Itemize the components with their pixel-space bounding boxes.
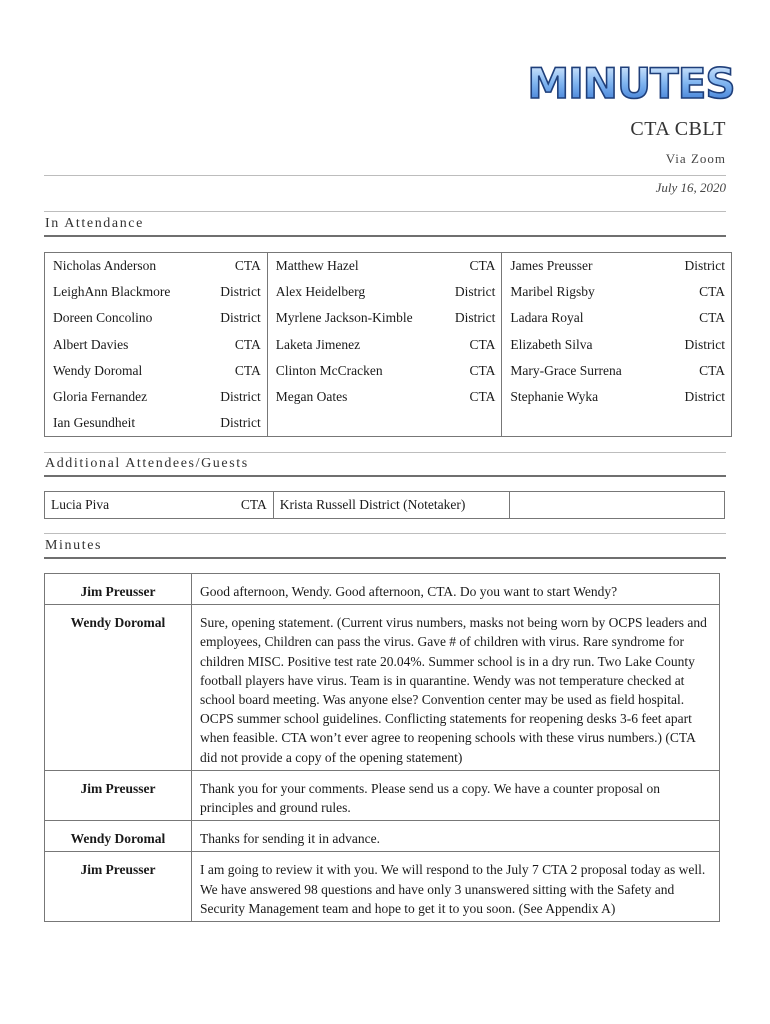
- minutes-entry: [45, 574, 720, 605]
- statement-text: Thank you for your comments. Please send us a copy. We have a counter proposal on principles and ground rules.: [192, 770, 720, 820]
- minutes-entry: [45, 821, 720, 852]
- guest-name: [510, 492, 725, 519]
- attendee-name: Ladara Royal: [502, 305, 669, 331]
- attendee-affiliation: District: [203, 410, 267, 437]
- speaker-name: Jim Preusser: [45, 852, 192, 922]
- statement-text: Good afternoon, Wendy. Good afternoon, CTA. Do you want to start Wendy?: [192, 574, 720, 605]
- attendee-name: Nicholas Anderson: [45, 253, 203, 280]
- attendee-affiliation: District: [203, 305, 267, 331]
- attendee-affiliation: CTA: [669, 358, 732, 384]
- table-row: [45, 492, 725, 519]
- attendee-affiliation: CTA: [203, 253, 267, 280]
- section-divider: [44, 475, 726, 477]
- attendee-affiliation: [669, 410, 732, 437]
- attendee-name: Ian Gesundheit: [45, 410, 203, 437]
- minutes-entry: [45, 770, 720, 820]
- header-divider: [44, 175, 726, 176]
- minutes-logo: [527, 56, 735, 108]
- speaker-name: Jim Preusser: [45, 574, 192, 605]
- attendee-affiliation: District: [203, 279, 267, 305]
- attendance-table: [44, 252, 732, 437]
- attendee-name: Maribel Rigsby: [502, 279, 669, 305]
- attendee-name: Wendy Doromal: [45, 358, 203, 384]
- table-row: [45, 332, 732, 358]
- attendee-affiliation: CTA: [669, 279, 732, 305]
- attendee-name: Clinton McCracken: [267, 358, 437, 384]
- section-divider: [44, 533, 726, 534]
- speaker-name: Wendy Doromal: [45, 821, 192, 852]
- attendee-name: Matthew Hazel: [267, 253, 437, 280]
- section-divider: [44, 557, 726, 559]
- minutes-entry: [45, 605, 720, 771]
- attendee-name: Megan Oates: [267, 384, 437, 410]
- attendee-affiliation: District: [669, 332, 732, 358]
- attendee-affiliation: District: [438, 305, 502, 331]
- statement-text: Sure, opening statement. (Current virus numbers, masks not being worn by OCPS leaders and employees, Children can pass the virus. Gave # of children with virus. Rare syndrome for children MISC. Positive test rate 20.04%. Summer school is in a dry run. Two Lake County football players have virus. Team is in quarantine. Wendy was not temperature checked at school board meeting. Was anyone else? Convention center may be used as field hospital. OCPS summer school guidelines. Conflicting statements for reopening desks 3-6 feet apart when feasible. CTA won’t ever agree to reopening schools with these virus numbers.) (CTA did not provide a copy of the opening statement): [192, 605, 720, 771]
- attendee-name: [502, 410, 669, 437]
- guest-name: Lucia Piva: [45, 492, 203, 519]
- guest-affiliation: [490, 492, 510, 519]
- section-divider: [44, 452, 726, 453]
- table-row: [45, 384, 732, 410]
- speaker-name: Jim Preusser: [45, 770, 192, 820]
- minutes-heading: Minutes: [45, 538, 103, 553]
- table-row: [45, 358, 732, 384]
- table-row: [45, 305, 732, 331]
- minutes-table: [44, 573, 720, 922]
- guests-heading: Additional Attendees/Guests: [45, 456, 249, 471]
- meeting-date: July 16, 2020: [655, 180, 726, 195]
- attendee-name: Mary-Grace Surrena: [502, 358, 669, 384]
- attendee-name: Stephanie Wyka: [502, 384, 669, 410]
- attendee-affiliation: CTA: [438, 253, 502, 280]
- attendee-name: Elizabeth Silva: [502, 332, 669, 358]
- attendee-affiliation: CTA: [203, 332, 267, 358]
- attendee-name: James Preusser: [502, 253, 669, 280]
- attendance-heading: In Attendance: [45, 216, 144, 231]
- table-row: [45, 279, 732, 305]
- attendee-name: Gloria Fernandez: [45, 384, 203, 410]
- guests-table: [44, 491, 725, 519]
- guest-affiliation: CTA: [202, 492, 273, 519]
- attendee-name: Alex Heidelberg: [267, 279, 437, 305]
- attendee-affiliation: CTA: [438, 332, 502, 358]
- attendee-name: Myrlene Jackson-Kimble: [267, 305, 437, 331]
- attendee-affiliation: District: [669, 253, 732, 280]
- section-divider: [44, 235, 726, 237]
- attendee-name: Doreen Concolino: [45, 305, 203, 331]
- attendee-affiliation: District: [203, 384, 267, 410]
- attendee-affiliation: District: [438, 279, 502, 305]
- attendee-affiliation: CTA: [438, 358, 502, 384]
- guest-name: Krista Russell District (Notetaker): [273, 492, 490, 519]
- meeting-location: Via Zoom: [665, 151, 726, 166]
- table-row: [45, 253, 732, 280]
- svg-text:MINUTES: MINUTES: [527, 59, 735, 108]
- header-divider: [44, 211, 726, 212]
- attendee-affiliation: [438, 410, 502, 437]
- attendee-name: [267, 410, 437, 437]
- speaker-name: Wendy Doromal: [45, 605, 192, 771]
- attendee-name: Laketa Jimenez: [267, 332, 437, 358]
- minutes-entry: [45, 852, 720, 922]
- statement-text: I am going to review it with you. We will respond to the July 7 CTA 2 proposal today as well. We have answered 98 questions and have only 3 unanswered sitting with the Safety and Security Management team and hope to get it to you soon. (See Appendix A): [192, 852, 720, 922]
- meeting-title: CTA CBLT: [630, 118, 726, 140]
- attendee-affiliation: CTA: [669, 305, 732, 331]
- attendee-name: Albert Davies: [45, 332, 203, 358]
- attendee-name: LeighAnn Blackmore: [45, 279, 203, 305]
- statement-text: Thanks for sending it in advance.: [192, 821, 720, 852]
- attendee-affiliation: CTA: [438, 384, 502, 410]
- attendee-affiliation: District: [669, 384, 732, 410]
- table-row: [45, 410, 732, 437]
- attendee-affiliation: CTA: [203, 358, 267, 384]
